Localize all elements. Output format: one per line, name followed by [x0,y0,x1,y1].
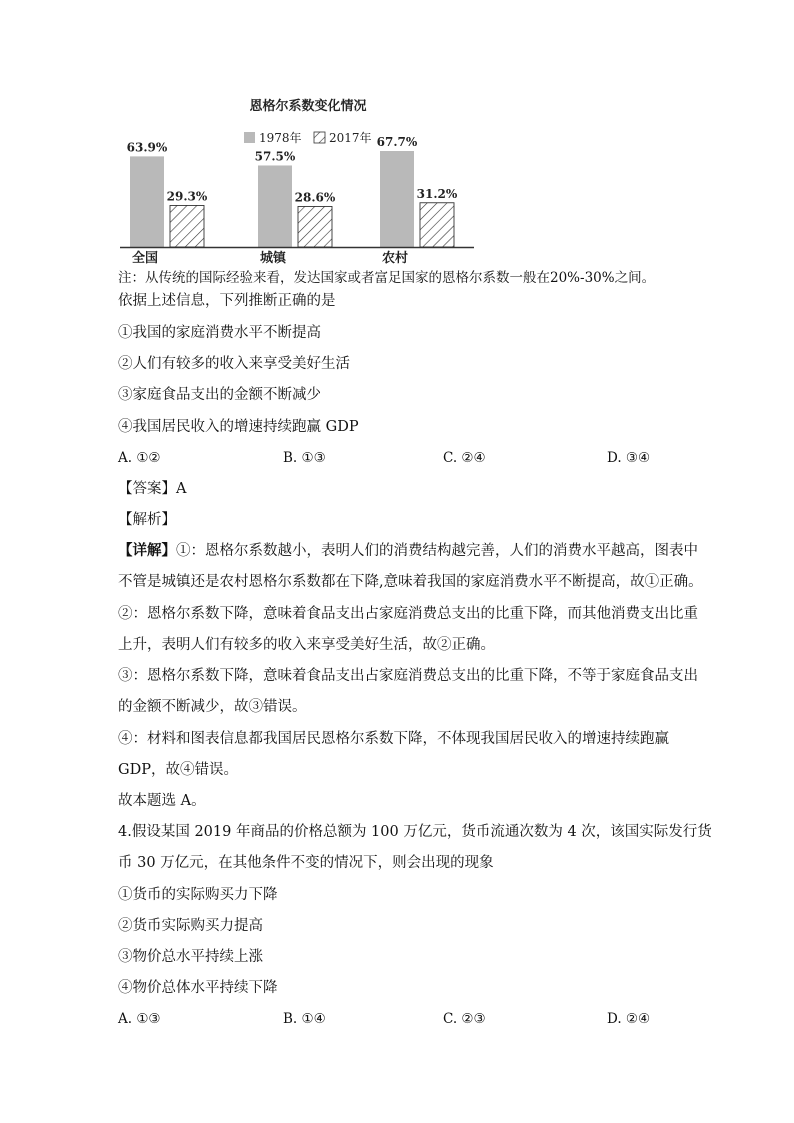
q3-analysis-label: 【解析】 [118,512,176,528]
q3-option-b: B. ①③ [283,450,326,466]
data-label-national-2017: 29.3% [166,189,208,204]
legend-swatch-1978 [244,132,255,143]
bar-rural-2017 [420,203,454,247]
engel-coefficient-chart [112,92,482,267]
q3-answer: 【答案】A [118,481,187,497]
q3-detail-tag: 【详解】 [118,542,176,559]
data-label-urban-2017: 28.6% [294,190,336,205]
data-label-national-1978: 63.9% [126,140,168,155]
q3-detail-line-2: 不管是城镇还是农村恩格尔系数都在下降,意味着我国的家庭消费水平不断提高，故①正确。 [118,574,703,590]
chart-title: 恩格尔系数变化情况 [249,99,367,114]
data-label-urban-1978: 57.5% [254,149,296,164]
category-label-national: 全国 [132,251,159,266]
q3-detail-line-6: 的金额不断减少，故③错误。 [118,699,307,715]
bar-urban-1978 [258,165,292,247]
q4-option-c: C. ②③ [443,1011,486,1027]
category-label-rural: 农村 [382,251,409,266]
q3-item-2: ②人们有较多的收入来享受美好生活 [118,356,350,372]
category-label-urban: 城镇 [260,251,287,266]
q3-option-d: D. ③④ [607,450,651,466]
q4-item-3: ③物价总水平持续上涨 [118,949,263,965]
q3-detail-line-3: ②：恩格尔系数下降，意味着食品支出占家庭消费总支出的比重下降，而其他消费支出比重 [118,606,698,622]
q4-option-b: B. ①④ [283,1011,326,1027]
q4-stem-line-2: 币 30 万亿元，在其他条件不变的情况下，则会出现的现象 [118,855,494,871]
legend-label-2017: 2017年 [329,131,372,145]
q4-item-1: ①货币的实际购买力下降 [118,887,278,903]
q4-item-2: ②货币实际购买力提高 [118,918,263,934]
bar-urban-2017 [298,206,332,247]
q3-item-4: ④我国居民收入的增速持续跑赢 GDP [118,419,359,435]
q3-option-a: A. ①② [118,450,161,466]
q4-option-a: A. ①③ [118,1011,161,1027]
q4-stem-line-1: 4.假设某国 2019 年商品的价格总额为 100 万亿元，货币流通次数为 4 次，该国实际发行货 [118,824,712,840]
q3-stem: 依据上述信息，下列推断正确的是 [118,293,336,309]
bar-national-1978 [130,156,164,247]
chart-note: 注：从传统的国际经验来看，发达国家或者富足国家的恩格尔系数一般在20%-30%之间。 [118,270,656,286]
bar-national-2017 [170,205,204,247]
data-label-rural-1978: 67.7% [376,135,418,149]
q3-conclusion: 故本题选 A。 [118,793,206,809]
q4-option-d: D. ②④ [607,1011,651,1027]
q3-option-c: C. ②④ [443,450,486,466]
q3-detail-line-4: 上升，表明人们有较多的收入来享受美好生活，故②正确。 [118,637,495,653]
q3-detail-line-5: ③：恩格尔系数下降，意味着食品支出占家庭消费总支出的比重下降，不等于家庭食品支出 [118,668,698,684]
q4-item-4: ④物价总体水平持续下降 [118,980,278,996]
legend-swatch-2017 [314,132,325,143]
q3-detail-line-1: 【详解】①：恩格尔系数越小，表明人们的消费结构越完善，人们的消费水平越高，图表中 [118,542,698,559]
q3-item-1: ①我国的家庭消费水平不断提高 [118,325,321,341]
legend-label-1978: 1978年 [259,131,302,145]
bar-rural-1978 [380,151,414,247]
q3-item-3: ③家庭食品支出的金额不断减少 [118,387,321,403]
q3-detail-line-8: GDP，故④错误。 [118,762,238,778]
data-label-rural-2017: 31.2% [416,186,458,201]
q3-detail-line-7: ④：材料和图表信息都我国居民恩格尔系数下降，不体现我国居民收入的增速持续跑赢 [118,731,669,747]
